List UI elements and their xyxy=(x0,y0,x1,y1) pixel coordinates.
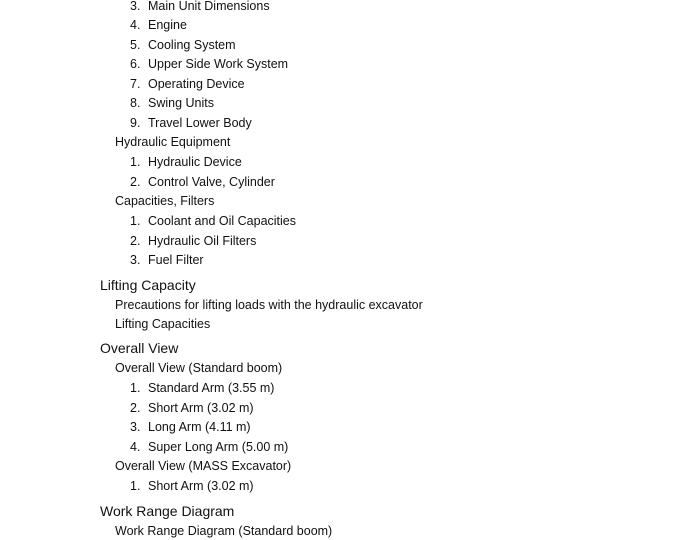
toc-item-super-long-arm[interactable] xyxy=(130,441,288,454)
item-label: Swing Units xyxy=(148,96,214,110)
toc-item-cooling-system[interactable] xyxy=(130,39,236,52)
toc-sub-lifting-capacities[interactable]: Lifting Capacities xyxy=(115,317,211,331)
item-label: Operating Device xyxy=(148,77,245,91)
toc-sub-overall-view-standard-boom[interactable]: Overall View (Standard boom) xyxy=(115,361,283,375)
item-label: Control Valve, Cylinder xyxy=(148,175,275,189)
item-label: Cooling System xyxy=(148,38,236,52)
toc-item-engine[interactable] xyxy=(130,19,187,32)
toc-item-swing-units[interactable] xyxy=(130,97,214,110)
item-label: Fuel Filter xyxy=(148,253,204,267)
item-label: Main Unit Dimensions xyxy=(148,0,270,13)
item-label: Super Long Arm (5.00 m) xyxy=(148,440,289,454)
toc-sub-hydraulic-equipment[interactable]: Hydraulic Equipment xyxy=(115,135,231,149)
toc-sub-overall-view-mass-excavator[interactable]: Overall View (MASS Excavator) xyxy=(115,459,292,473)
toc-item-hydraulic-device[interactable] xyxy=(130,156,242,169)
toc-item-fuel-filter[interactable] xyxy=(130,254,204,267)
toc-sub-capacities-filters[interactable]: Capacities, Filters xyxy=(115,194,215,208)
item-number: 9. xyxy=(130,116,141,130)
item-label: Short Arm (3.02 m) xyxy=(148,401,254,415)
item-number: 4. xyxy=(130,440,141,454)
item-number: 1. xyxy=(130,381,141,395)
item-number: 1. xyxy=(130,214,141,228)
item-number: 5. xyxy=(130,38,141,52)
item-number: 3. xyxy=(130,253,141,267)
toc-item-upper-side-work-system[interactable] xyxy=(130,58,288,71)
toc-sub-work-range-standard-boom[interactable]: Work Range Diagram (Standard boom) xyxy=(115,524,333,538)
item-label: Standard Arm (3.55 m) xyxy=(148,381,275,395)
item-number: 4. xyxy=(130,18,141,32)
item-number: 2. xyxy=(130,175,141,189)
item-number: 3. xyxy=(130,0,141,13)
item-label: Long Arm (4.11 m) xyxy=(148,420,251,434)
item-number: 2. xyxy=(130,234,141,248)
item-label: Short Arm (3.02 m) xyxy=(148,479,254,493)
item-number: 3. xyxy=(130,420,141,434)
item-label: Upper Side Work System xyxy=(148,57,289,71)
item-number: 2. xyxy=(130,401,141,415)
toc-item-operating-device[interactable] xyxy=(130,78,245,91)
toc-section-lifting-capacity[interactable]: Lifting Capacity xyxy=(100,277,196,293)
toc-section-overall-view[interactable]: Overall View xyxy=(100,340,179,356)
item-number: 7. xyxy=(130,77,141,91)
toc-sub-lifting-precautions[interactable]: Precautions for lifting loads with the hydraulic excavator xyxy=(115,298,423,312)
item-label: Coolant and Oil Capacities xyxy=(148,214,296,228)
item-number: 6. xyxy=(130,57,141,71)
item-number: 8. xyxy=(130,96,141,110)
item-label: Hydraulic Device xyxy=(148,155,242,169)
item-number: 1. xyxy=(130,155,141,169)
toc-item-travel-lower-body[interactable] xyxy=(130,117,252,130)
toc-item-short-arm[interactable] xyxy=(130,402,254,415)
toc-item-hydraulic-oil-filters[interactable] xyxy=(130,235,256,248)
toc-item-long-arm[interactable] xyxy=(130,421,251,434)
item-label: Hydraulic Oil Filters xyxy=(148,234,257,248)
item-label: Travel Lower Body xyxy=(148,116,252,130)
toc-item-standard-arm[interactable] xyxy=(130,382,274,395)
toc-item-coolant-oil-capacities[interactable] xyxy=(130,215,296,228)
toc-item-mass-short-arm[interactable] xyxy=(130,480,254,493)
toc-item-main-unit-dimensions[interactable] xyxy=(130,0,270,13)
toc-item-control-valve-cylinder[interactable] xyxy=(130,176,275,189)
toc-section-work-range-diagram[interactable]: Work Range Diagram xyxy=(100,503,235,519)
item-number: 1. xyxy=(130,479,141,493)
item-label: Engine xyxy=(148,18,187,32)
